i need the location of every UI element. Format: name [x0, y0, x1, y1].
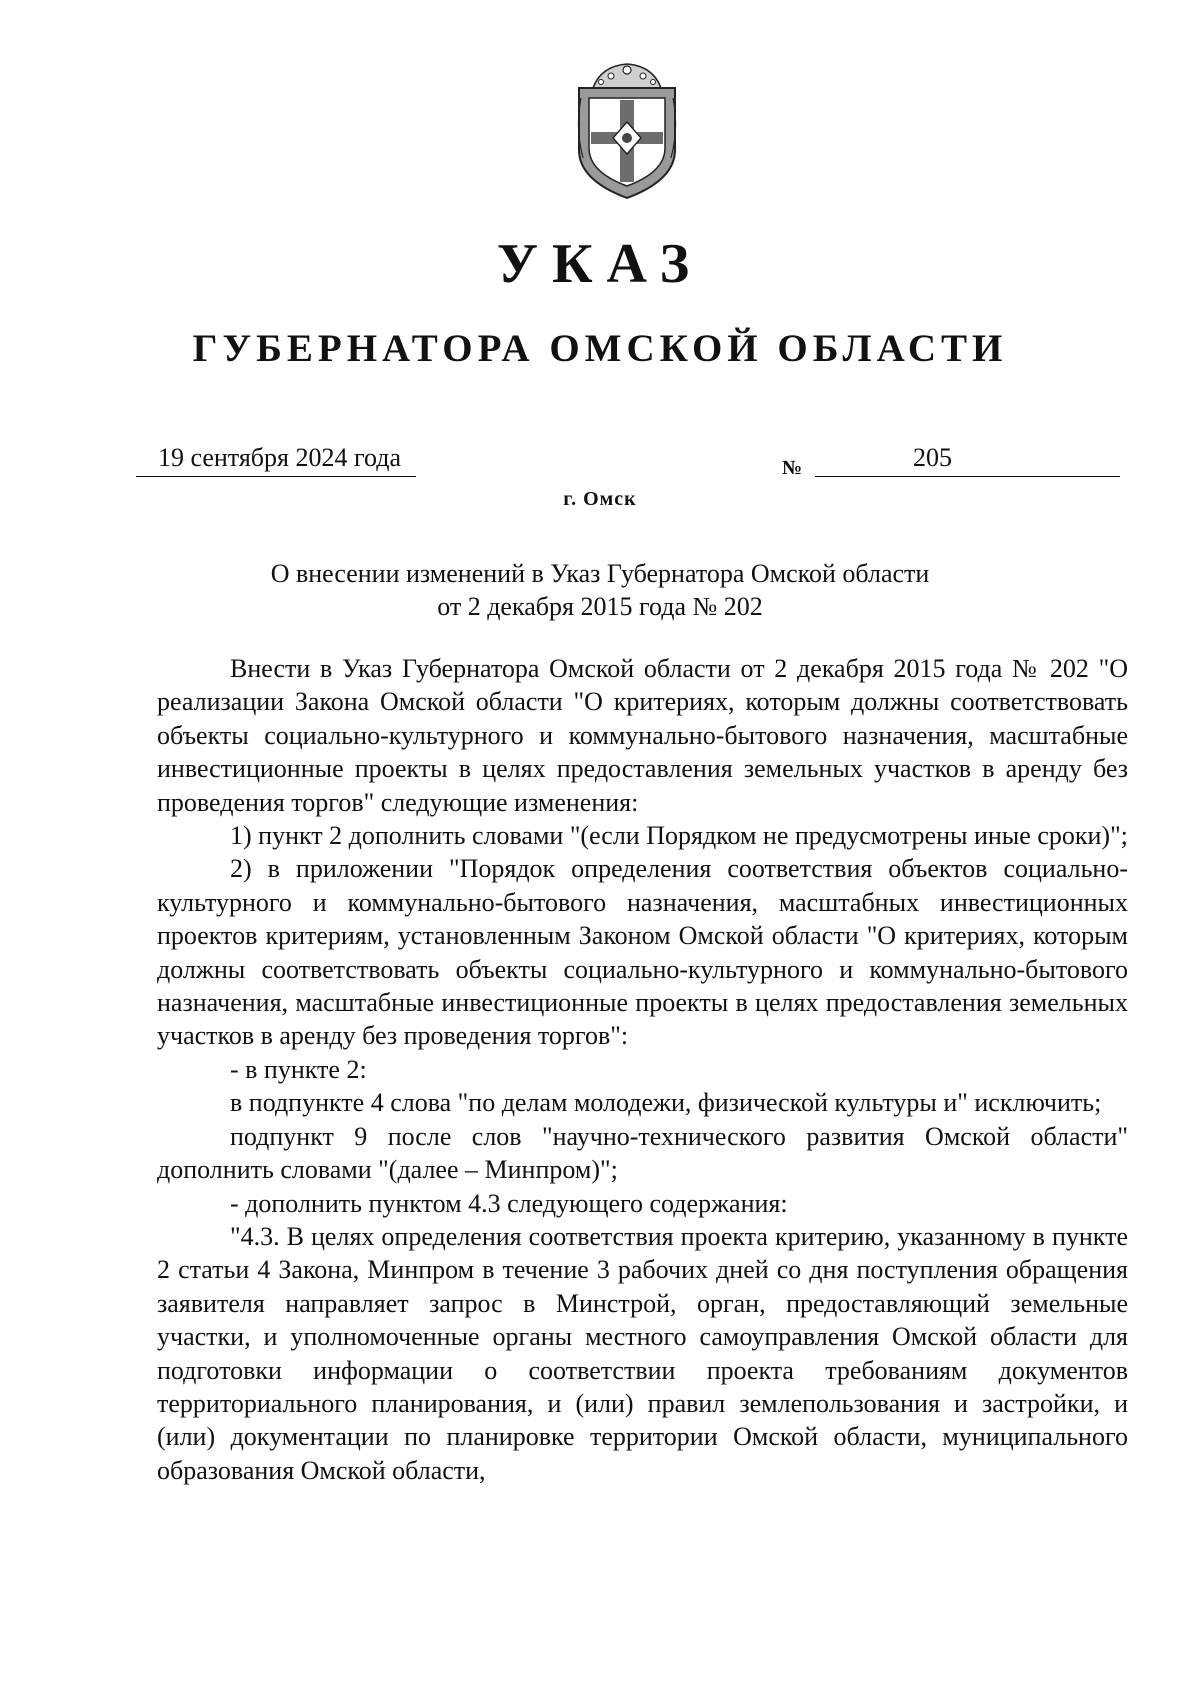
body-paragraph-subpoint-9: подпункт 9 после слов "научно-технического развития Омской области" дополнить словами "(далее – Минпром)";: [157, 1121, 1128, 1185]
document-title-line-1: О внесении изменений в Указ Губернатора Омской области: [270, 559, 930, 588]
decree-number: 205: [913, 443, 952, 472]
document-title: [0, 557, 1200, 623]
decree-heading: УКАЗ: [496, 233, 704, 295]
body-paragraph-intro: Внести в Указ Губернатора Омской области от 2 декабря 2015 года № 202 "О реализации Закона Омской области "О критериях, которым должны соответствовать объекты социально-культурного и коммунально-бытового назначения, масштабные инвестиционные проекты в целях предоставления земельных участков в аренду без проведения торгов" следующие изменения:: [157, 654, 1128, 817]
document-title-line-2: от 2 декабря 2015 года № 202: [437, 592, 763, 621]
decree-date: 19 сентября 2024 года: [158, 443, 402, 472]
body-paragraph-item-1: 1) пункт 2 дополнить словами "(если Порядком не предусмотрены иные сроки)";: [230, 821, 1128, 851]
document-body: [157, 652, 1128, 1487]
governor-heading: ГУБЕРНАТОРА ОМСКОЙ ОБЛАСТИ: [192, 327, 1008, 370]
body-paragraph-point-4-3: "4.3. В целях определения соответствия проекта критерию, указанному в пункте 2 статьи 4 Закона, Минпром в течение 3 рабочих дней со дня поступления обращения заявителя направляет запрос в Минстрой, орган, предоставляющий земельные участки, и уполномоченные органы местного самоуправления Омской области для подготовки информации о соответствии проекта требованиям документов территориального планирования, и (или) правил землепользования и застройки, и (или) документации по планировке территории Омской области, муниципального образования Омской области,: [157, 1221, 1128, 1485]
body-paragraph-point-2: - в пункте 2:: [230, 1054, 367, 1084]
issuing-city: г. Омск: [563, 488, 637, 510]
body-paragraph-subpoint-4: в подпункте 4 слова "по делам молодежи, физической культуры и" исключить;: [230, 1088, 1102, 1118]
coat-of-arms-emblem: [571, 58, 683, 202]
number-sign: №: [782, 457, 803, 479]
decree-number-field: [815, 440, 1120, 477]
body-paragraph-item-2: 2) в приложении "Порядок определения соответствия объектов социально-культурного и коммунально-бытового назначения, масштабных инвестиционных проектов критериям, установленным Законом Омской области "О критериях, которым должны соответствовать объекты социально-культурного и коммунально-бытового назначения, масштабные инвестиционные проекты в целях предоставления земельных участков в аренду без проведения торгов":: [157, 854, 1128, 1051]
body-paragraph-add-point: - дополнить пунктом 4.3 следующего содержания:: [230, 1188, 788, 1218]
decree-date-field: [136, 440, 416, 477]
